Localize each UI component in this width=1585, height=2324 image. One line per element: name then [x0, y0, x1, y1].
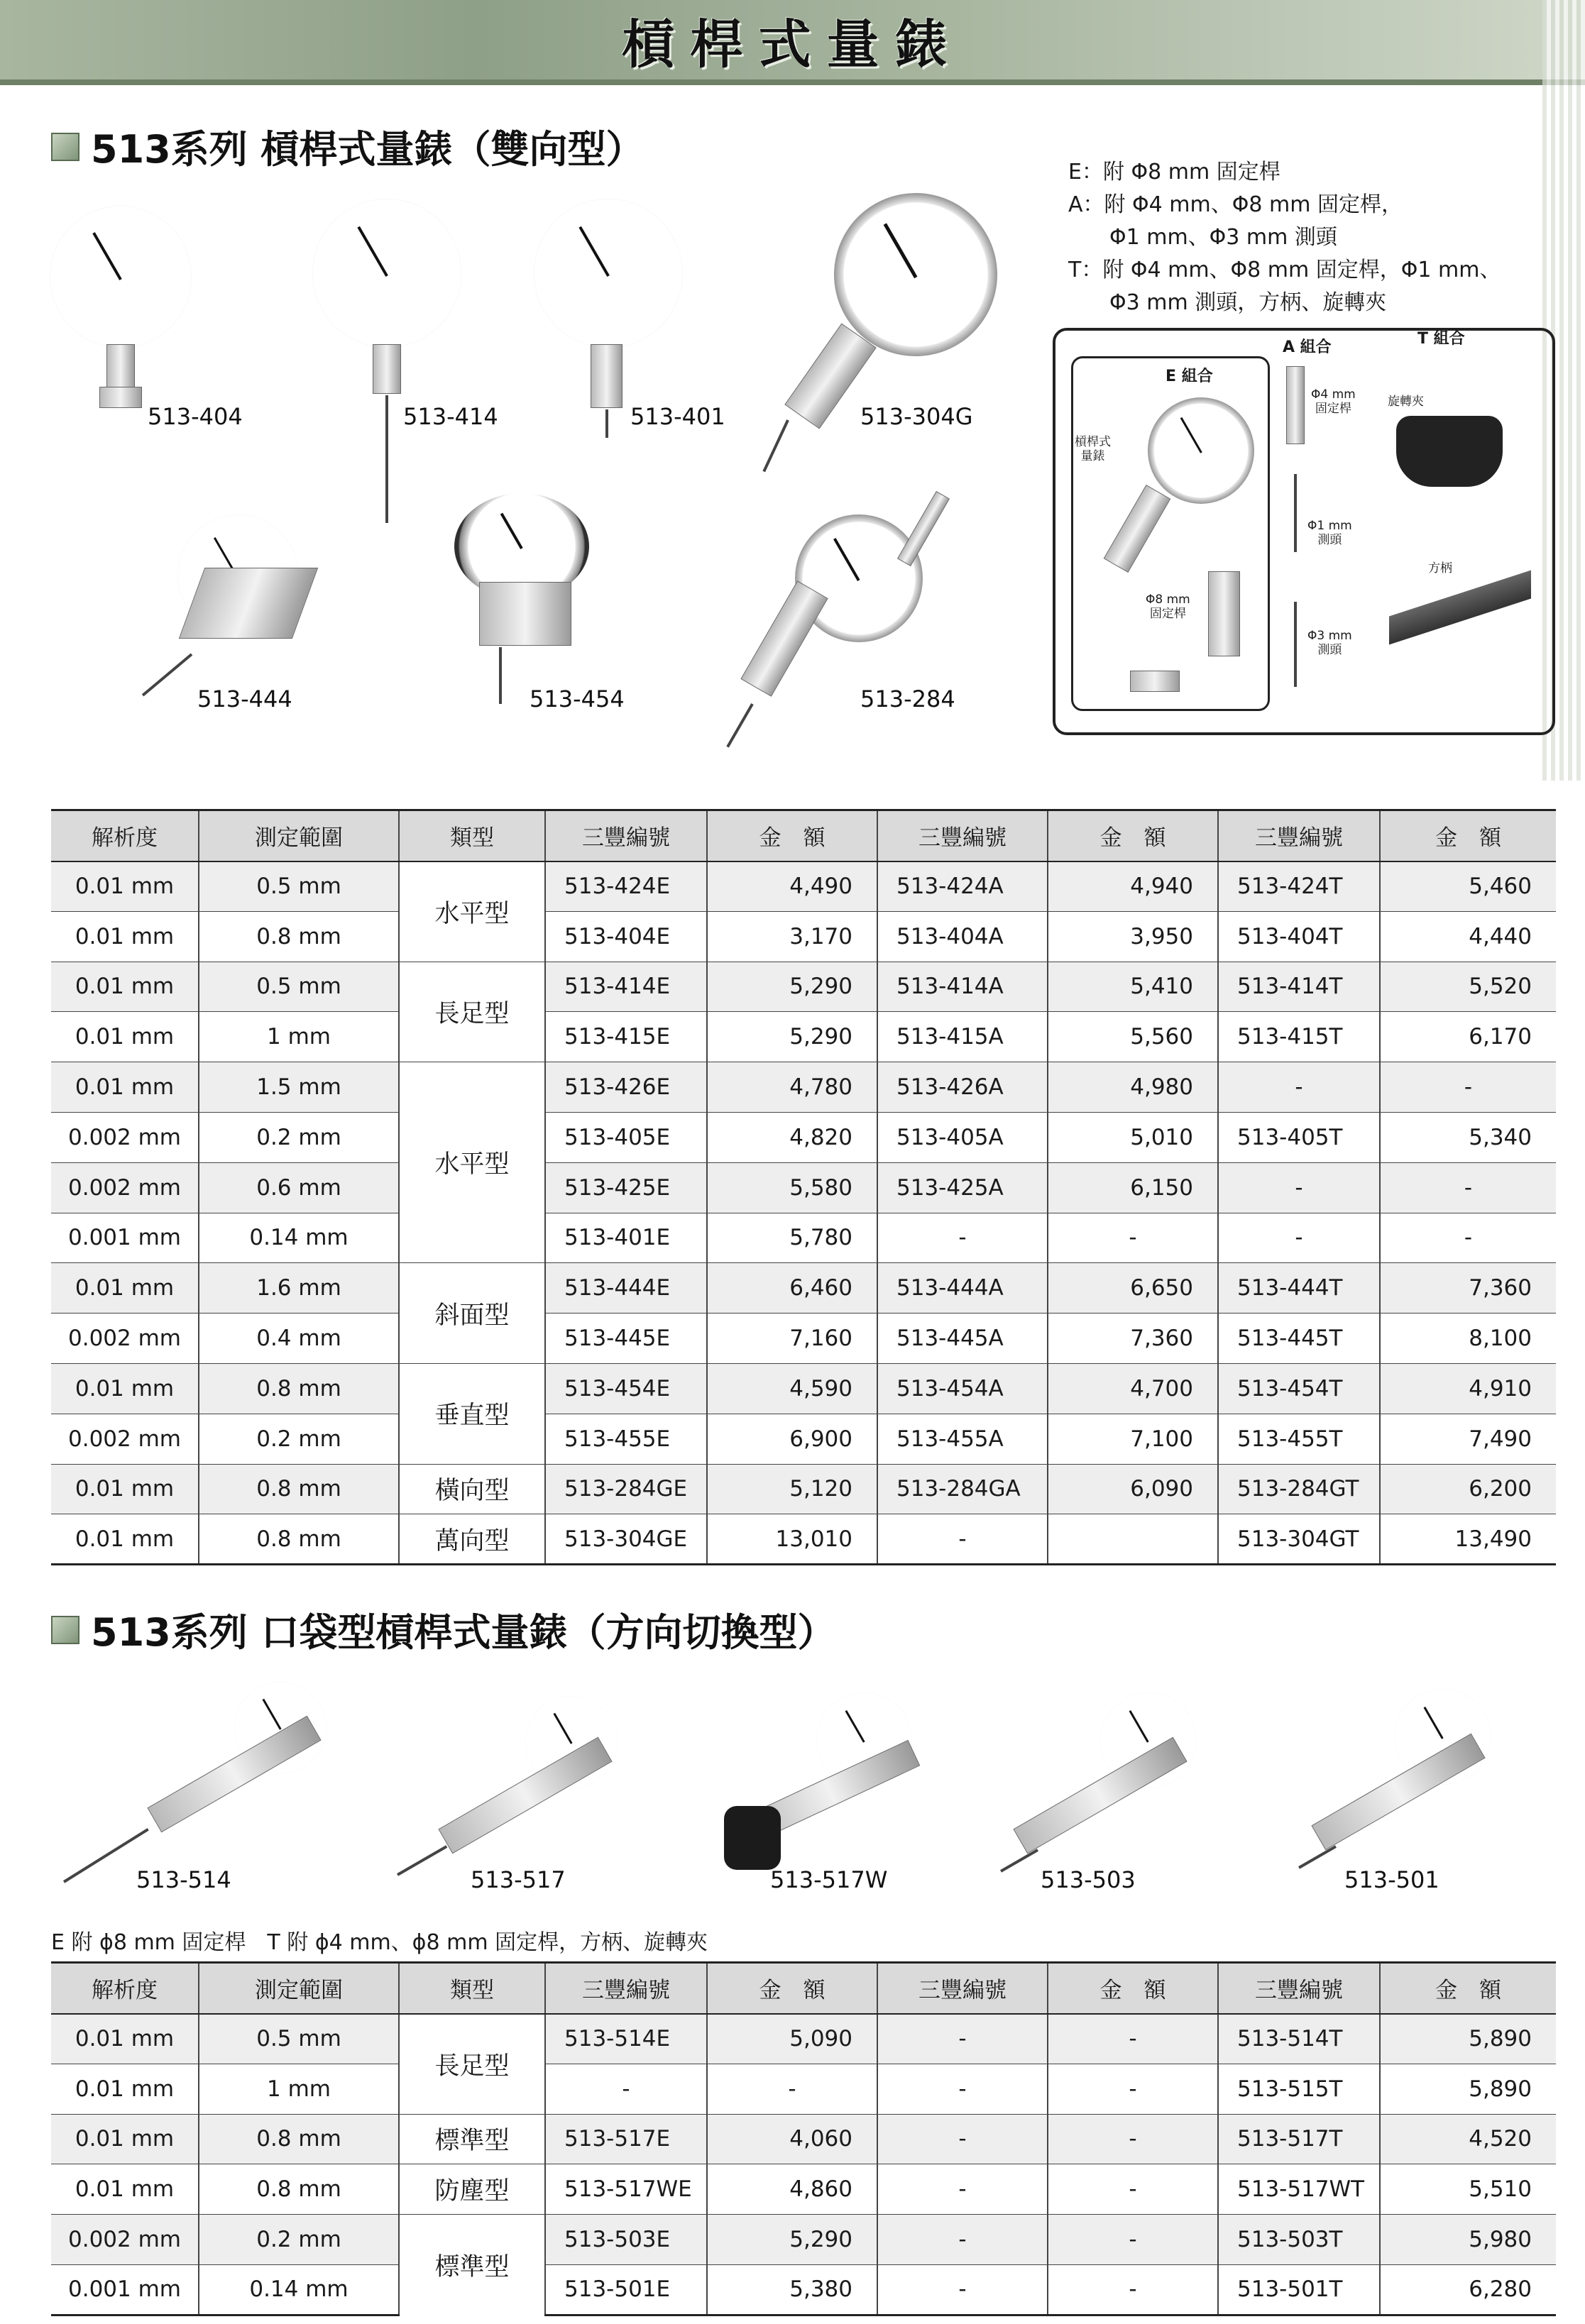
cell-type: 防塵型 — [399, 2164, 545, 2215]
cell-model-a: 513-455A — [877, 1414, 1048, 1464]
table-row — [51, 2114, 1556, 2164]
cell-price-t: 7,490 — [1380, 1414, 1556, 1464]
gauge-label: 513-517 — [471, 1866, 566, 1893]
col-header: 測定範圍 — [199, 810, 399, 861]
a-set-label: A 組合 — [1283, 338, 1332, 356]
cell-range: 1.6 mm — [199, 1263, 399, 1314]
gauge-label: 513-404 — [148, 403, 243, 430]
cell-model-t: - — [1218, 1213, 1380, 1263]
cell-range: 0.8 mm — [199, 1464, 399, 1514]
cell-resolution: 0.002 mm — [51, 1314, 199, 1364]
table-row — [51, 1162, 1556, 1213]
cell-type: 萬向型 — [399, 1514, 545, 1565]
gauge-label: 513-444 — [197, 685, 292, 712]
cell-model-t: 513-517WT — [1218, 2164, 1380, 2215]
cell-range: 0.8 mm — [199, 1363, 399, 1414]
gauge-label: 513-414 — [403, 403, 498, 430]
cell-resolution: 0.01 mm — [51, 2114, 199, 2164]
cell-price-t: 6,280 — [1380, 2264, 1556, 2315]
cell-price-t: 8,100 — [1380, 1314, 1556, 1364]
col-header: 類型 — [399, 810, 545, 861]
cell-price-t: 5,510 — [1380, 2164, 1556, 2215]
tip3-label: Φ3 mm 測頭 — [1307, 629, 1352, 657]
cell-range: 0.5 mm — [199, 861, 399, 912]
cell-model-t: 513-404T — [1218, 911, 1380, 962]
spec-table-2 — [51, 1961, 1556, 2316]
cell-price-a: - — [1048, 2064, 1218, 2114]
cell-type: 斜面型 — [399, 1263, 545, 1364]
option-note: T：附 Φ4 mm、Φ8 mm 固定桿，Φ1 mm、 — [1068, 258, 1501, 282]
gauge-label: 513-517W — [770, 1866, 888, 1893]
table-row — [51, 2064, 1556, 2114]
cell-price-e: 4,820 — [707, 1112, 877, 1162]
cell-price-e: 13,010 — [707, 1514, 877, 1565]
cell-model-a: - — [877, 2215, 1048, 2265]
cell-model-a: 513-405A — [877, 1112, 1048, 1162]
cell-price-a: - — [1048, 2114, 1218, 2164]
cell-model-e: 513-517WE — [545, 2164, 707, 2215]
option-note: A：附 Φ4 mm、Φ8 mm 固定桿， — [1068, 192, 1403, 217]
accessory-set-box — [1053, 328, 1555, 735]
cell-price-e: 6,900 — [707, 1414, 877, 1464]
dust-cover-icon — [724, 1806, 781, 1870]
cell-range: 0.8 mm — [199, 2164, 399, 2215]
option-note: Φ1 mm、Φ3 mm 測頭 — [1109, 225, 1337, 250]
cell-price-t: 5,890 — [1380, 2064, 1556, 2114]
cell-price-e: 5,290 — [707, 1012, 877, 1062]
cell-model-t: 513-503T — [1218, 2215, 1380, 2265]
cell-resolution: 0.01 mm — [51, 1263, 199, 1314]
cell-price-a: 4,980 — [1048, 1062, 1218, 1113]
table-row — [51, 861, 1556, 912]
cell-price-a: 6,090 — [1048, 1464, 1218, 1514]
cell-price-t: 5,520 — [1380, 962, 1556, 1012]
cell-price-t: 4,440 — [1380, 911, 1556, 962]
cell-model-t: 513-284GT — [1218, 1464, 1380, 1514]
cell-model-e: 513-401E — [545, 1213, 707, 1263]
cell-model-a: 513-445A — [877, 1314, 1048, 1364]
cell-model-t: - — [1218, 1162, 1380, 1213]
col-header: 金 額 — [707, 1963, 877, 2014]
cell-resolution: 0.01 mm — [51, 861, 199, 912]
table-row — [51, 2264, 1556, 2315]
cell-type: 標準型 — [399, 2114, 545, 2164]
cell-range: 0.5 mm — [199, 2014, 399, 2064]
cell-price-a: 6,150 — [1048, 1162, 1218, 1213]
cell-model-a: - — [877, 2164, 1048, 2215]
cell-price-e: 4,780 — [707, 1062, 877, 1113]
cell-range: 0.4 mm — [199, 1314, 399, 1364]
cell-resolution: 0.001 mm — [51, 2264, 199, 2315]
cell-resolution: 0.01 mm — [51, 1062, 199, 1113]
table-row — [51, 962, 1556, 1012]
table-row — [51, 911, 1556, 962]
cell-model-e: - — [545, 2064, 707, 2114]
header-rule — [0, 79, 1585, 85]
swivel-clamp-label: 旋轉夾 — [1388, 395, 1424, 409]
cell-price-e: 4,860 — [707, 2164, 877, 2215]
cell-price-t: 5,890 — [1380, 2014, 1556, 2064]
section1-heading — [51, 119, 645, 174]
col-header: 解析度 — [51, 810, 199, 861]
cell-price-a: 5,410 — [1048, 962, 1218, 1012]
cell-price-a: - — [1048, 1213, 1218, 1263]
spec-table-1 — [51, 809, 1556, 1565]
cell-model-e: 513-425E — [545, 1162, 707, 1213]
cell-model-e: 513-517E — [545, 2114, 707, 2164]
cell-price-a — [1048, 1514, 1218, 1565]
table-header-row — [51, 810, 1556, 861]
cell-price-t: - — [1380, 1162, 1556, 1213]
cell-model-t: 513-515T — [1218, 2064, 1380, 2114]
cell-model-e: 513-304GE — [545, 1514, 707, 1565]
col-header: 三豐編號 — [545, 810, 707, 861]
col-header: 金 額 — [1380, 1963, 1556, 2014]
cell-price-t: 6,170 — [1380, 1012, 1556, 1062]
cell-resolution: 0.01 mm — [51, 911, 199, 962]
table-row — [51, 1363, 1556, 1414]
cell-price-e: 4,590 — [707, 1363, 877, 1414]
cell-price-t: 5,340 — [1380, 1112, 1556, 1162]
t-set-label: T 組合 — [1417, 330, 1465, 348]
gauge-label: 513-503 — [1041, 1866, 1136, 1893]
cell-resolution: 0.01 mm — [51, 1514, 199, 1565]
table-row — [51, 1213, 1556, 1263]
cell-price-t: 7,360 — [1380, 1263, 1556, 1314]
cell-model-t: 513-517T — [1218, 2114, 1380, 2164]
gauge-label: 513-514 — [136, 1866, 231, 1893]
cell-range: 0.2 mm — [199, 1414, 399, 1464]
cell-model-t: 513-414T — [1218, 962, 1380, 1012]
cell-resolution: 0.002 mm — [51, 1414, 199, 1464]
cell-price-a: 3,950 — [1048, 911, 1218, 962]
cell-price-e: 5,380 — [707, 2264, 877, 2315]
cell-type: 長足型 — [399, 2014, 545, 2115]
table-row — [51, 2215, 1556, 2265]
cell-resolution: 0.01 mm — [51, 962, 199, 1012]
cell-resolution: 0.01 mm — [51, 2014, 199, 2064]
cell-price-e: - — [707, 2064, 877, 2114]
cell-resolution: 0.01 mm — [51, 2064, 199, 2114]
cell-model-a: 513-415A — [877, 1012, 1048, 1062]
col-header: 金 額 — [707, 810, 877, 861]
cell-price-t: - — [1380, 1213, 1556, 1263]
cell-range: 1 mm — [199, 2064, 399, 2114]
cell-range: 1.5 mm — [199, 1062, 399, 1113]
cell-price-a: 7,100 — [1048, 1414, 1218, 1464]
col-header: 金 額 — [1048, 1963, 1218, 2014]
cell-model-a: - — [877, 2014, 1048, 2064]
col-header: 測定範圍 — [199, 1963, 399, 2014]
cell-model-a: 513-284GA — [877, 1464, 1048, 1514]
cell-price-a: - — [1048, 2215, 1218, 2265]
cell-range: 0.2 mm — [199, 1112, 399, 1162]
cell-model-t: 513-455T — [1218, 1414, 1380, 1464]
cell-range: 1 mm — [199, 1012, 399, 1062]
cell-model-t: 513-444T — [1218, 1263, 1380, 1314]
cell-resolution: 0.002 mm — [51, 1162, 199, 1213]
bullet-square-icon — [51, 133, 79, 161]
cell-model-t: 513-304GT — [1218, 1514, 1380, 1565]
cell-model-t: 513-454T — [1218, 1363, 1380, 1414]
col-header: 三豐編號 — [1218, 810, 1380, 861]
cell-range: 0.8 mm — [199, 911, 399, 962]
cell-type: 水平型 — [399, 1062, 545, 1263]
col-header: 類型 — [399, 1963, 545, 2014]
bullet-square-icon — [51, 1616, 79, 1644]
cell-resolution: 0.01 mm — [51, 1012, 199, 1062]
option-note: Φ3 mm 測頭，方柄、旋轉夾 — [1109, 290, 1387, 315]
square-shank-icon — [1389, 571, 1531, 645]
e-set-label: E 組合 — [1166, 368, 1213, 385]
cell-price-e: 5,290 — [707, 962, 877, 1012]
cell-range: 0.14 mm — [199, 1213, 399, 1263]
cell-range: 0.14 mm — [199, 2264, 399, 2315]
table-row — [51, 1012, 1556, 1062]
cell-model-t: 513-424T — [1218, 861, 1380, 912]
cell-type: 橫向型 — [399, 1464, 545, 1514]
gauge-label: 513-454 — [530, 685, 625, 712]
rod4-label: Φ4 mm 固定桿 — [1311, 387, 1356, 416]
gauge-label: 513-284 — [860, 685, 955, 712]
cell-model-e: 513-424E — [545, 861, 707, 912]
cell-resolution: 0.01 mm — [51, 1464, 199, 1514]
cell-price-t: 5,460 — [1380, 861, 1556, 912]
cell-model-a: - — [877, 2064, 1048, 2114]
cell-model-e: 513-445E — [545, 1314, 707, 1364]
cell-price-e: 4,490 — [707, 861, 877, 912]
table-header-row — [51, 1963, 1556, 2014]
cell-price-a: 5,560 — [1048, 1012, 1218, 1062]
cell-type: 水平型 — [399, 861, 545, 962]
cell-model-e: 513-501E — [545, 2264, 707, 2315]
table-row — [51, 2164, 1556, 2215]
cell-model-a: 513-425A — [877, 1162, 1048, 1213]
cell-price-a: 5,010 — [1048, 1112, 1218, 1162]
cell-model-e: 513-415E — [545, 1012, 707, 1062]
cell-price-a: 4,700 — [1048, 1363, 1218, 1414]
cell-model-e: 513-444E — [545, 1263, 707, 1314]
cell-price-e: 5,580 — [707, 1162, 877, 1213]
option-notes — [1068, 156, 1501, 319]
cell-model-e: 513-514E — [545, 2014, 707, 2064]
cell-resolution: 0.01 mm — [51, 2164, 199, 2215]
cell-model-t: 513-445T — [1218, 1314, 1380, 1364]
cell-resolution: 0.001 mm — [51, 1213, 199, 1263]
cell-model-a: 513-444A — [877, 1263, 1048, 1314]
table-row — [51, 1514, 1556, 1565]
cell-type: 標準型 — [399, 2215, 545, 2315]
cell-price-t: 4,520 — [1380, 2114, 1556, 2164]
cell-price-e: 3,170 — [707, 911, 877, 962]
cell-model-a: 513-414A — [877, 962, 1048, 1012]
cell-model-e: 513-414E — [545, 962, 707, 1012]
swivel-clamp-icon — [1396, 416, 1503, 487]
cell-model-e: 513-405E — [545, 1112, 707, 1162]
cell-price-a: - — [1048, 2164, 1218, 2215]
cell-range: 0.2 mm — [199, 2215, 399, 2265]
cell-price-e: 6,460 — [707, 1263, 877, 1314]
cell-model-a: 513-454A — [877, 1363, 1048, 1414]
table-body — [51, 861, 1556, 1565]
gauge-label: 513-304G — [860, 403, 973, 430]
cell-model-e: 513-284GE — [545, 1464, 707, 1514]
section2-option-note: E 附 ϕ8 mm 固定桿 T 附 ϕ4 mm、ϕ8 mm 固定桿，方柄、旋轉夾 — [51, 1930, 708, 1955]
cell-model-e: 513-454E — [545, 1363, 707, 1414]
cell-price-t: 6,200 — [1380, 1464, 1556, 1514]
cell-price-t: 13,490 — [1380, 1514, 1556, 1565]
cell-type: 垂直型 — [399, 1363, 545, 1464]
cell-price-e: 5,290 — [707, 2215, 877, 2265]
table-row — [51, 2014, 1556, 2064]
section2-heading — [51, 1602, 836, 1657]
cell-price-e: 5,780 — [707, 1213, 877, 1263]
cell-model-a: 513-424A — [877, 861, 1048, 912]
cell-price-t: 4,910 — [1380, 1363, 1556, 1414]
square-shank-label: 方柄 — [1428, 561, 1452, 576]
cell-model-t: 513-415T — [1218, 1012, 1380, 1062]
col-header: 解析度 — [51, 1963, 199, 2014]
cell-price-t: - — [1380, 1062, 1556, 1113]
cell-resolution: 0.01 mm — [51, 1363, 199, 1414]
cell-model-a: - — [877, 1213, 1048, 1263]
e-set-frame — [1071, 356, 1270, 711]
col-header: 三豐編號 — [1218, 1963, 1380, 2014]
cell-model-e: 513-455E — [545, 1414, 707, 1464]
cell-price-a: 4,940 — [1048, 861, 1218, 912]
table-row — [51, 1414, 1556, 1464]
cell-model-e: 513-404E — [545, 911, 707, 962]
section1-title: 513系列 槓桿式量錶（雙向型） — [91, 127, 645, 172]
cell-price-a: 6,650 — [1048, 1263, 1218, 1314]
col-header: 金 額 — [1048, 810, 1218, 861]
cell-price-e: 4,060 — [707, 2114, 877, 2164]
table-row — [51, 1314, 1556, 1364]
cell-price-a: - — [1048, 2014, 1218, 2064]
tip1-label: Φ1 mm 測頭 — [1307, 519, 1352, 547]
rod8-label: Φ8 mm 固定桿 — [1146, 593, 1190, 621]
table-row — [51, 1263, 1556, 1314]
cell-range: 0.5 mm — [199, 962, 399, 1012]
cell-range: 0.8 mm — [199, 2114, 399, 2164]
table-row — [51, 1112, 1556, 1162]
cell-model-a: 513-404A — [877, 911, 1048, 962]
cell-price-a: 7,360 — [1048, 1314, 1218, 1364]
cell-model-a: - — [877, 2264, 1048, 2315]
col-header: 三豐編號 — [545, 1963, 707, 2014]
cell-price-t: 5,980 — [1380, 2215, 1556, 2265]
cell-price-e: 7,160 — [707, 1314, 877, 1364]
cell-price-e: 5,120 — [707, 1464, 877, 1514]
cell-model-a: - — [877, 2114, 1048, 2164]
cell-model-t: 513-501T — [1218, 2264, 1380, 2315]
cell-resolution: 0.002 mm — [51, 2215, 199, 2265]
cell-model-t: 513-514T — [1218, 2014, 1380, 2064]
option-note: E：附 Φ8 mm 固定桿 — [1068, 160, 1280, 185]
cell-model-t: 513-405T — [1218, 1112, 1380, 1162]
table-body — [51, 2014, 1556, 2315]
cell-price-a: - — [1048, 2264, 1218, 2315]
col-header: 三豐編號 — [877, 810, 1048, 861]
cell-price-e: 5,090 — [707, 2014, 877, 2064]
page-title: 槓桿式量錶 — [622, 14, 963, 75]
cell-range: 0.8 mm — [199, 1514, 399, 1565]
cell-type: 長足型 — [399, 962, 545, 1062]
cell-model-a: - — [877, 1514, 1048, 1565]
col-header: 三豐編號 — [877, 1963, 1048, 2014]
cell-model-a: 513-426A — [877, 1062, 1048, 1113]
cell-model-e: 513-503E — [545, 2215, 707, 2265]
cell-range: 0.6 mm — [199, 1162, 399, 1213]
gauge-label: 513-501 — [1344, 1866, 1439, 1893]
cell-resolution: 0.002 mm — [51, 1112, 199, 1162]
col-header: 金 額 — [1380, 810, 1556, 861]
gauge-label: 513-401 — [630, 403, 725, 430]
cell-model-e: 513-426E — [545, 1062, 707, 1113]
cell-model-t: - — [1218, 1062, 1380, 1113]
table-row — [51, 1062, 1556, 1113]
table-row — [51, 1464, 1556, 1514]
section2-title: 513系列 口袋型槓桿式量錶（方向切換型） — [91, 1610, 836, 1655]
lever-gauge-label: 槓桿式 量錶 — [1075, 435, 1111, 463]
